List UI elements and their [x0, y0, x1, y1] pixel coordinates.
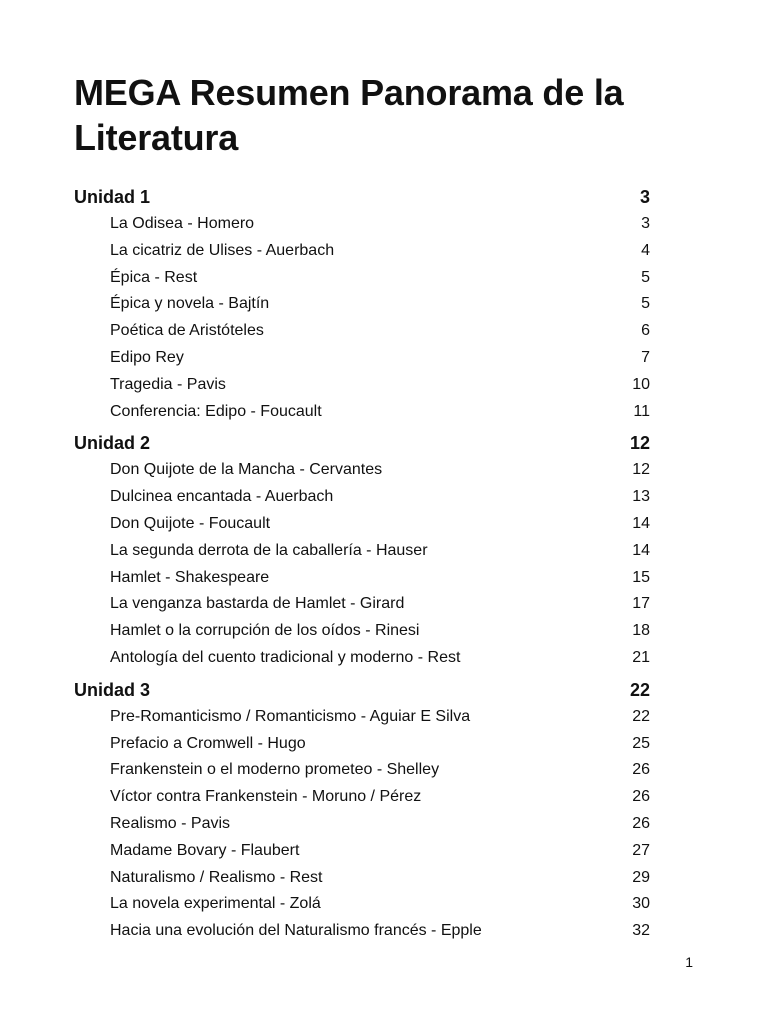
- toc-entry-page: 5: [641, 295, 650, 313]
- toc-unit-page: 12: [629, 433, 650, 454]
- toc-entry-page: 17: [632, 595, 650, 613]
- toc-entry[interactable]: [74, 238, 650, 265]
- toc-entry-label: Conferencia: Edipo - Foucault: [110, 402, 322, 420]
- toc-entry[interactable]: [74, 211, 650, 238]
- toc-entry-page: 15: [632, 568, 650, 586]
- toc-entry-page: 4: [641, 241, 650, 259]
- toc-entry[interactable]: [74, 345, 650, 372]
- toc-entry[interactable]: [74, 891, 650, 918]
- toc-entry-page: 3: [641, 215, 650, 232]
- toc-entry-page: 27: [632, 841, 650, 859]
- toc-entry[interactable]: [74, 591, 650, 618]
- toc-entry-label: Don Quijote de la Mancha - Cervantes: [110, 461, 383, 479]
- toc-unit-page: 3: [639, 187, 650, 207]
- table-of-contents: [74, 183, 650, 945]
- toc-entry-label: Naturalismo / Realismo - Rest: [110, 868, 323, 886]
- toc-entry-label: Víctor contra Frankenstein - Moruno / Pérez: [110, 788, 422, 806]
- toc-entry[interactable]: [74, 704, 650, 731]
- toc-entry-label: Don Quijote - Foucault: [110, 514, 271, 532]
- toc-entry[interactable]: [74, 318, 650, 345]
- toc-entry[interactable]: [74, 265, 650, 292]
- document-title: MEGA Resumen Panorama de la Literatura: [74, 72, 624, 158]
- toc-entry-page: 6: [641, 322, 650, 340]
- toc-entry[interactable]: [74, 565, 650, 592]
- toc-entry-page: 7: [641, 348, 650, 366]
- toc-entry-label: Hacia una evolución del Naturalismo francés - Epple: [110, 922, 482, 940]
- toc-entry-label: Poética de Aristóteles: [110, 322, 264, 340]
- toc-entry-label: Pre-Romanticismo / Romanticismo - Aguiar E Silva: [110, 707, 471, 725]
- toc-entry-label: Épica - Rest: [110, 268, 198, 286]
- toc-entry[interactable]: [74, 757, 650, 784]
- toc-entry-page: 14: [632, 541, 650, 559]
- toc-entry-page: 26: [632, 788, 650, 806]
- toc-unit-2: [74, 429, 650, 671]
- toc-unit-label: Unidad 2: [74, 433, 151, 454]
- toc-entry[interactable]: [74, 538, 650, 565]
- toc-entry[interactable]: [74, 399, 650, 426]
- toc-unit-heading[interactable]: [74, 429, 650, 457]
- toc-entry-page: 22: [632, 707, 650, 725]
- toc-entry[interactable]: [74, 645, 650, 672]
- toc-entry-label: Antología del cuento tradicional y moderno - Rest: [110, 648, 461, 666]
- toc-entry-label: Prefacio a Cromwell - Hugo: [110, 734, 306, 752]
- toc-entry[interactable]: [74, 372, 650, 399]
- toc-entry-label: Madame Bovary - Flaubert: [110, 841, 300, 859]
- toc-entry[interactable]: [74, 918, 650, 945]
- toc-entry-page: 11: [633, 402, 650, 420]
- toc-entry[interactable]: [74, 484, 650, 511]
- toc-entry-label: Hamlet o la corrupción de los oídos - Rinesi: [110, 622, 420, 640]
- toc-entry-page: 10: [632, 375, 650, 393]
- toc-entry-label: Tragedia - Pavis: [110, 375, 226, 393]
- toc-entry-label: Épica y novela - Bajtín: [110, 295, 270, 313]
- toc-entry-page: 18: [632, 622, 650, 640]
- toc-entry[interactable]: [74, 511, 650, 538]
- toc-entry-label: La cicatriz de Ulises - Auerbach: [110, 241, 335, 259]
- toc-unit-page: 22: [629, 679, 650, 700]
- toc-entry-page: 12: [632, 461, 650, 479]
- toc-entry-page: 25: [632, 734, 650, 752]
- toc-entry-page: 30: [632, 895, 650, 913]
- toc-entry[interactable]: [74, 457, 650, 484]
- toc-unit-label: Unidad 3: [74, 679, 151, 700]
- toc-entry-page: 26: [632, 814, 650, 832]
- toc-entry-label: Frankenstein o el moderno prometeo - Shelley: [110, 761, 440, 779]
- toc-entry-page: 26: [632, 761, 650, 779]
- toc-entry-page: 5: [641, 268, 650, 286]
- toc-entry-label: Dulcinea encantada - Auerbach: [110, 488, 334, 506]
- toc-entry-label: Hamlet - Shakespeare: [110, 568, 270, 586]
- toc-entry-label: Realismo - Pavis: [110, 814, 231, 832]
- toc-entry[interactable]: [74, 838, 650, 865]
- toc-entry[interactable]: [74, 811, 650, 838]
- toc-unit-1: [74, 183, 650, 425]
- toc-entry[interactable]: [74, 618, 650, 645]
- toc-entry-label: La Odisea - Homero: [110, 215, 255, 232]
- toc-entry[interactable]: [74, 291, 650, 318]
- toc-entry-label: La novela experimental - Zolá: [110, 895, 321, 913]
- toc-entry-page: 29: [632, 868, 650, 886]
- toc-entry-label: La segunda derrota de la caballería - Hauser: [110, 541, 428, 559]
- toc-entry-page: 32: [632, 922, 650, 940]
- toc-entry-page: 14: [632, 514, 650, 532]
- toc-unit-label: Unidad 1: [74, 187, 151, 207]
- toc-entry-page: 21: [632, 648, 650, 666]
- toc-entry-label: Edipo Rey: [110, 348, 184, 366]
- toc-unit-heading[interactable]: [74, 676, 650, 704]
- toc-entry[interactable]: [74, 865, 650, 892]
- page-number: 1: [685, 954, 693, 970]
- toc-entry[interactable]: [74, 731, 650, 758]
- toc-entry-label: La venganza bastarda de Hamlet - Girard: [110, 595, 405, 613]
- toc-unit-3: [74, 676, 650, 945]
- toc-entry-page: 13: [632, 488, 650, 506]
- toc-entry[interactable]: [74, 784, 650, 811]
- toc-unit-heading[interactable]: [74, 183, 650, 211]
